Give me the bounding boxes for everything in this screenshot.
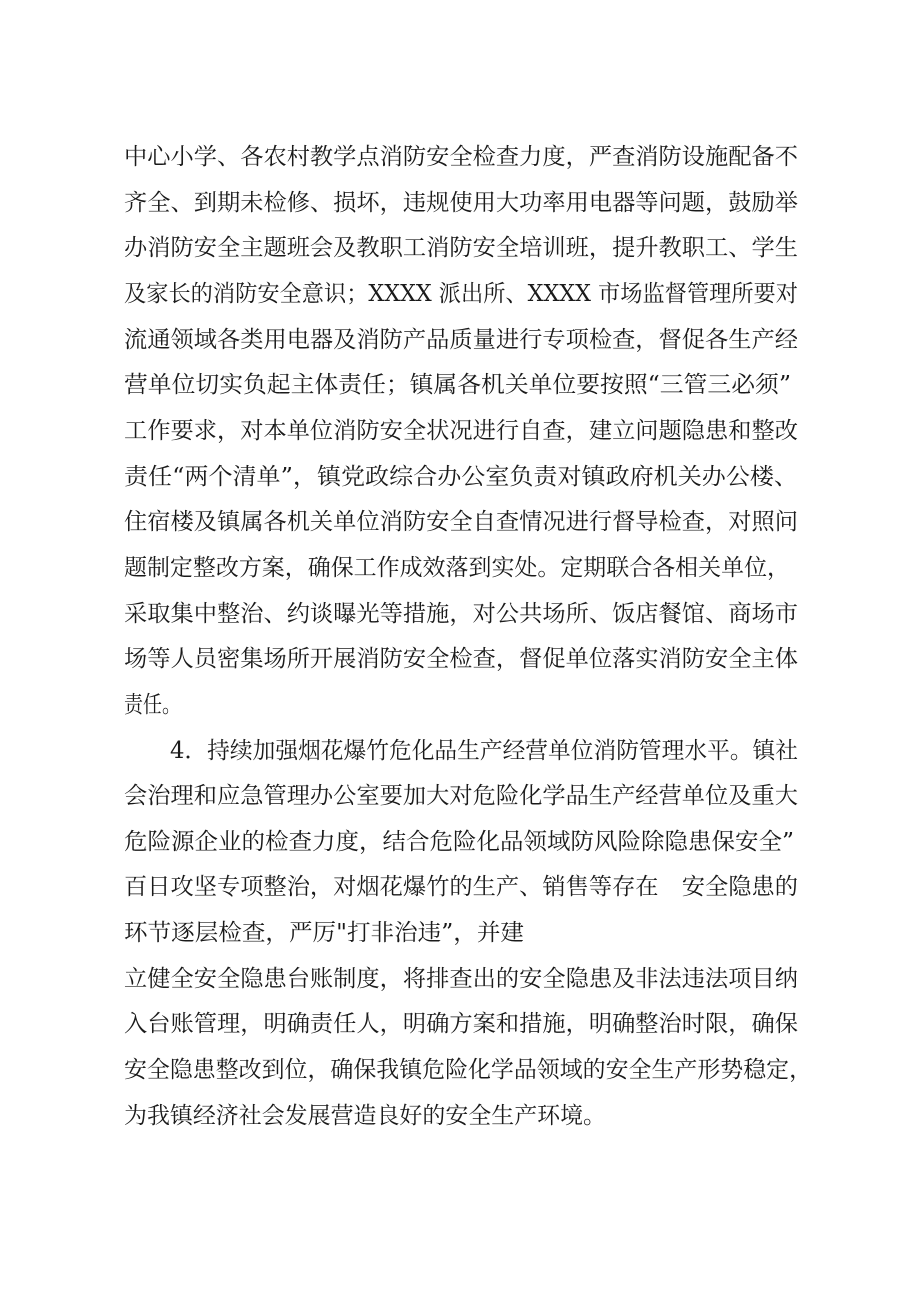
text-line: 中心小学、各农村教学点消防安全检查力度，严查消防设施配备不 bbox=[124, 144, 798, 170]
text-line: 场等人员密集场所开展消防安全检查，督促单位落实消防安全主体 bbox=[124, 646, 798, 672]
text-line: 责任。 bbox=[124, 692, 181, 718]
text-line: 及家长的消防安全意识；XXXX 派出所、XXXX 市场监督管理所要对 bbox=[124, 281, 798, 307]
text-line: 住宿楼及镇属各机关单位消防安全自查情况进行督导检查，对照问 bbox=[124, 509, 798, 535]
text-line: 流通领域各类用电器及消防产品质量进行专项检查，督促各生产经 bbox=[124, 327, 798, 353]
text-line: 采取集中整治、约谈曝光等措施，对公共场所、饭店餐馆、商场市 bbox=[124, 601, 798, 627]
text-line: 题制定整改方案，确保工作成效落到实处。定期联合各相关单位， bbox=[124, 555, 790, 581]
text-line: 责任“两个清单”，镇党政综合办公室负责对镇政府机关办公楼、 bbox=[124, 464, 798, 490]
text-line: 4．持续加强烟花爆竹危化品生产经营单位消防管理水平。镇社 bbox=[170, 738, 798, 764]
text-line: 安全隐患整改到位，确保我镇危险化学品领域的安全生产形势稳定， bbox=[124, 1057, 812, 1083]
text-line: 危险源企业的检查力度，结合危险化品领域防风险除隐患保安全” bbox=[124, 829, 794, 855]
text-line: 工作要求，对本单位消防安全状况进行自查，建立问题隐患和整改 bbox=[124, 418, 798, 444]
text-line: 营单位切实负起主体责任；镇属各机关单位要按照“三管三必须” bbox=[124, 372, 791, 398]
text-line: 百日攻坚专项整治，对烟花爆竹的生产、销售等存在 安全隐患的 bbox=[124, 874, 798, 900]
text-line: 入台账管理，明确责任人，明确方案和措施，明确整治时限，确保 bbox=[124, 1011, 798, 1037]
text-line: 齐全、到期未检修、损坏，违规使用大功率用电器等问题，鼓励举 bbox=[124, 190, 798, 216]
text-line: 立健全安全隐患台账制度，将排查出的安全隐患及非法违法项目纳 bbox=[124, 966, 798, 992]
text-line: 环节逐层检查，严厉"打非治违”，并建 bbox=[124, 920, 524, 946]
text-line: 会治理和应急管理办公室要加大对危险化学品生产经营单位及重大 bbox=[124, 783, 798, 809]
text-line: 为我镇经济社会发展营造良好的安全生产环境。 bbox=[124, 1103, 606, 1129]
text-line: 办消防安全主题班会及教职工消防安全培训班，提升教职工、学生 bbox=[124, 235, 798, 261]
